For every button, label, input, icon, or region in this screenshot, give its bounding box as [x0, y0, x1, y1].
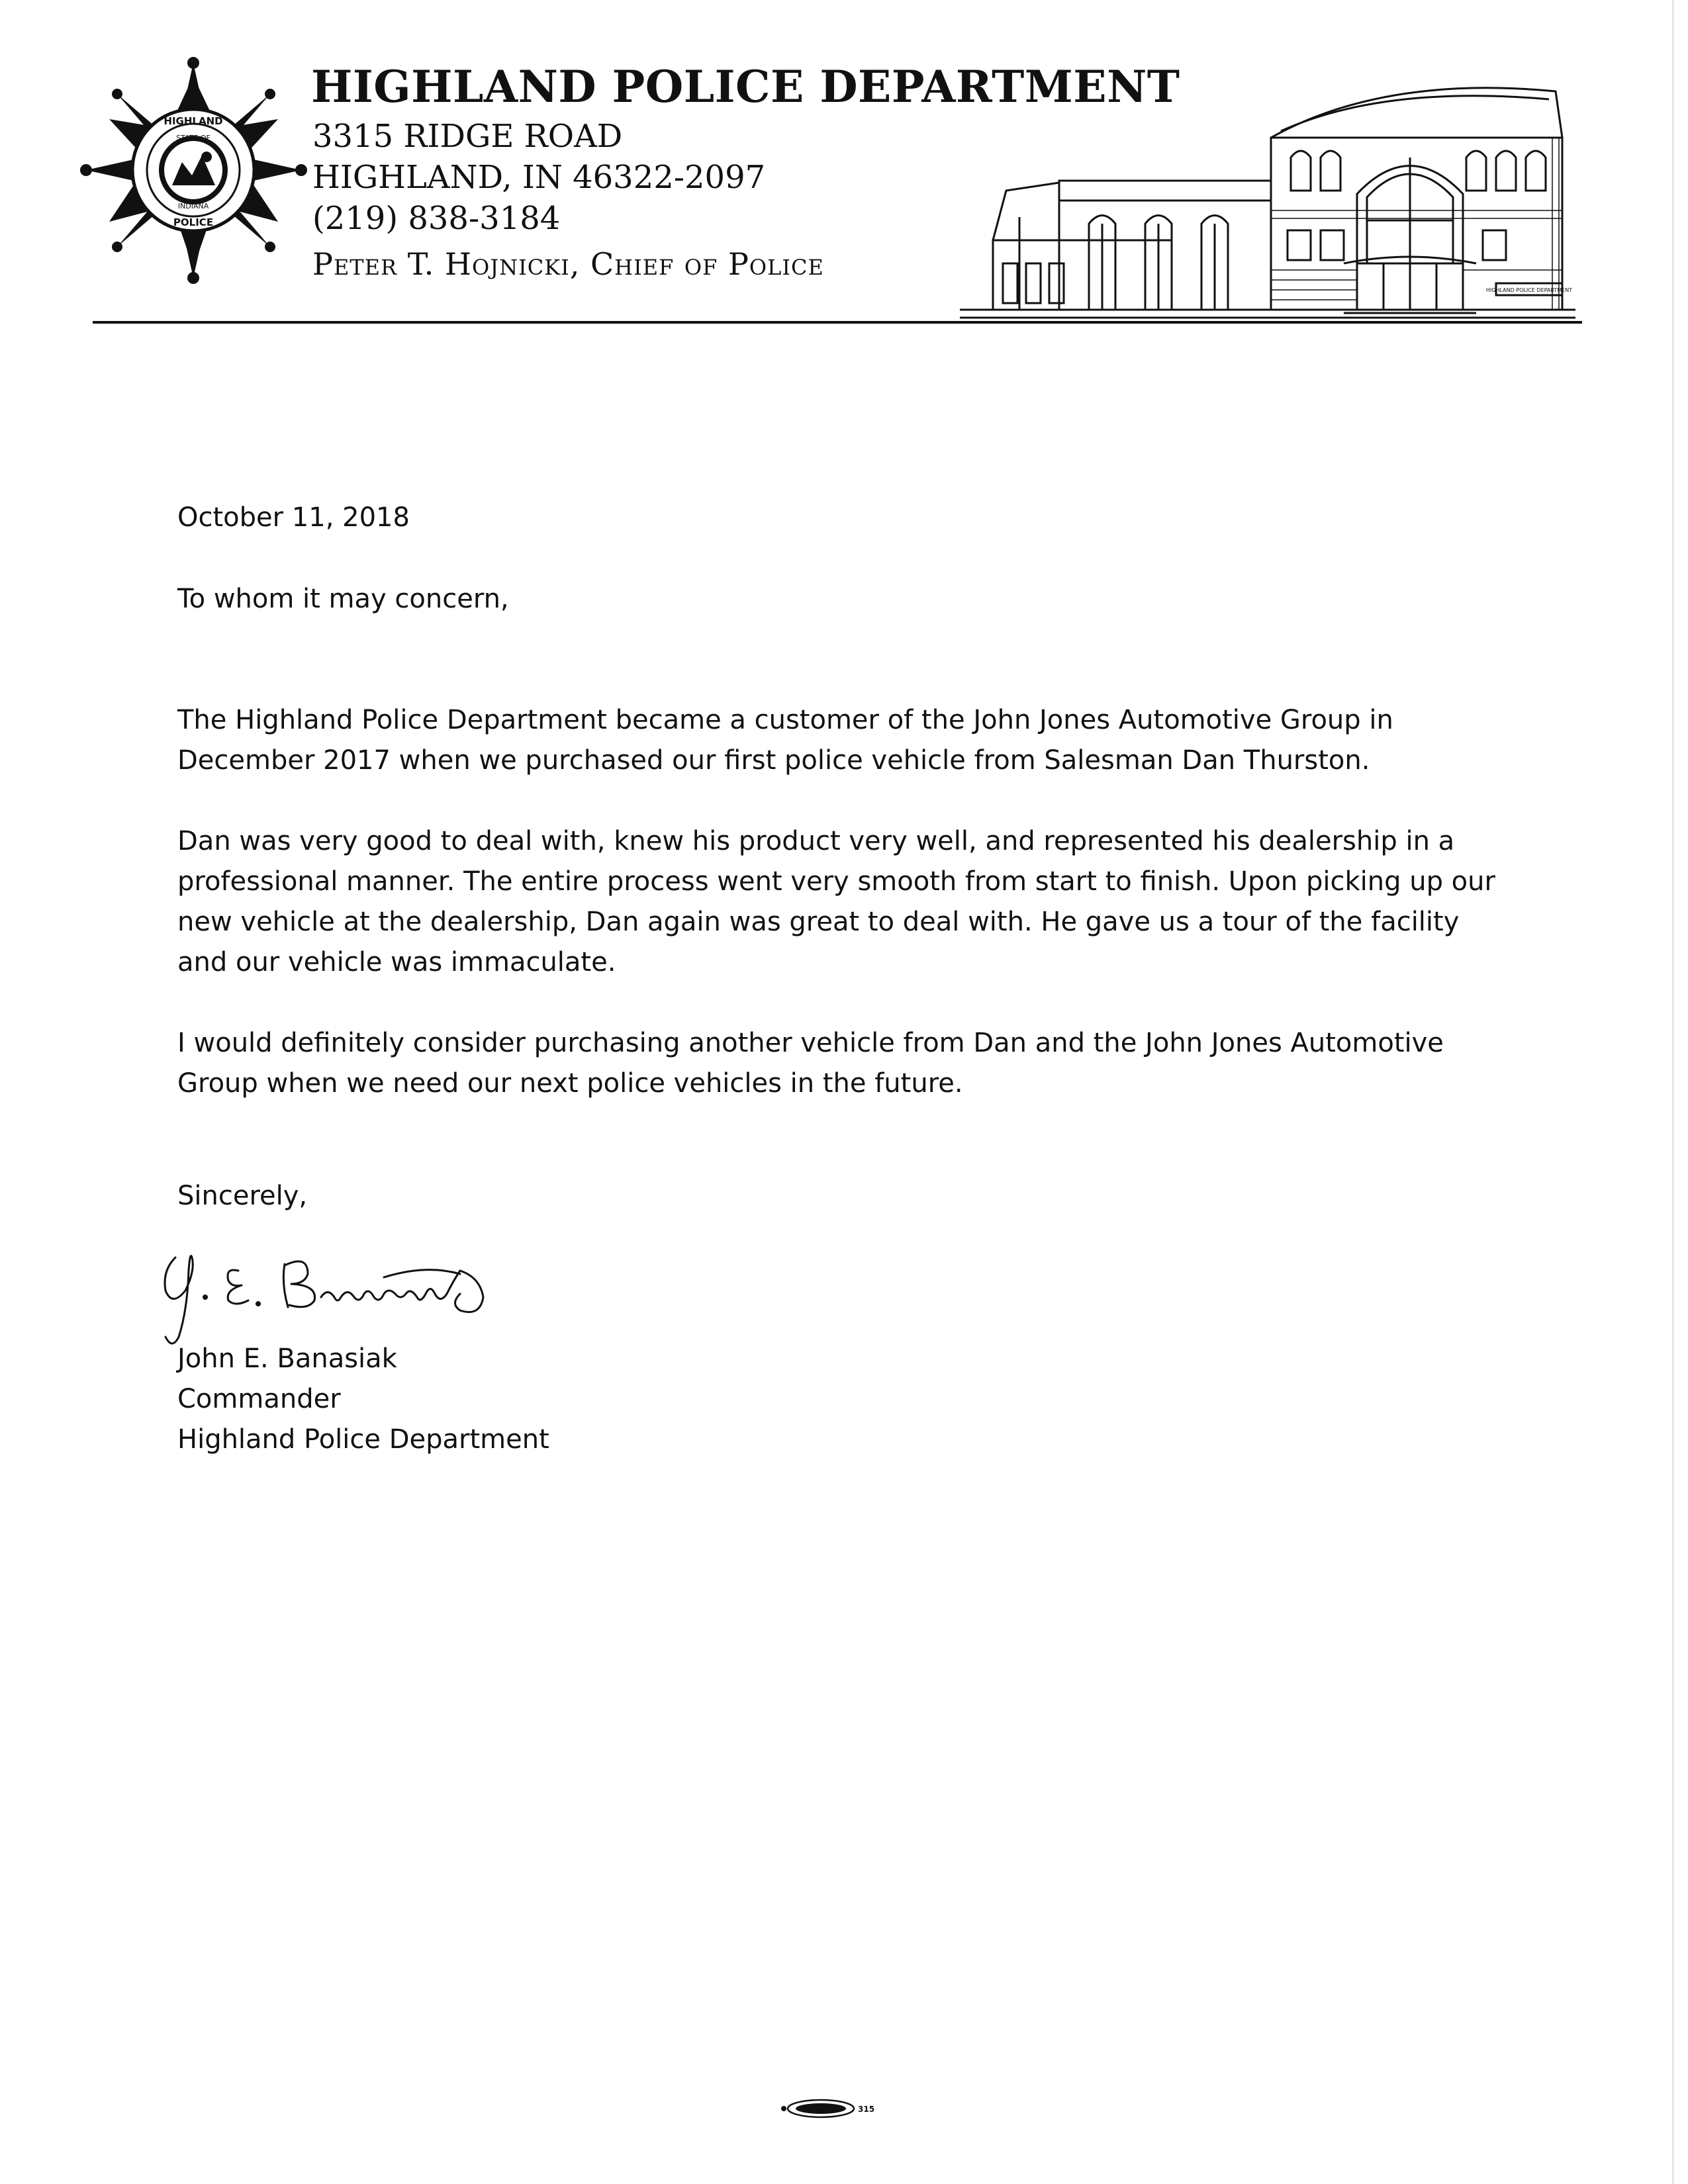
department-name: HIGHLAND POLICE DEPARTMENT	[311, 61, 1180, 113]
letter-paragraph-2: Dan was very good to deal with, knew his product very well, and represented his dealership in a professional manner. The entire process went very smooth from start to finish. Upon picking up our new vehicle at the dealership, Dan again was great to deal with. He gave us a tour of the facility and our vehicle was immaculate.	[177, 826, 1495, 978]
phone-number: (219) 838-3184	[312, 200, 561, 237]
union-print-mark-icon	[780, 2097, 886, 2120]
badge-indiana-text: INDIANA	[177, 202, 209, 210]
signature-block	[177, 1339, 549, 1460]
letter-paragraph-1: The Highland Police Department became a customer of the John Jones Automotive Group in December 2017 when we purchased our first police vehicle from Salesman Dan Thurston.	[177, 705, 1393, 776]
letterhead-divider	[93, 321, 1582, 324]
building-sign-text: HIGHLAND POLICE DEPARTMENT	[1485, 287, 1573, 293]
signer-organization: Highland Police Department	[177, 1424, 549, 1455]
chief-of-police: Peter T. Hojnicki, Chief of Police	[312, 246, 824, 282]
letterhead	[0, 0, 1688, 331]
scan-edge	[1672, 0, 1674, 2184]
letter-salutation: To whom it may concern,	[177, 584, 509, 614]
letter-paragraph-3: I would definitely consider purchasing another vehicle from Dan and the John Jones Automotive Group when we need our next police vehicles in the future.	[177, 1028, 1444, 1099]
signer-name: John E. Banasiak	[177, 1343, 397, 1374]
badge-bottom-text: POLICE	[173, 216, 214, 228]
union-bug-number: 315	[858, 2105, 875, 2114]
police-star-badge-icon	[79, 56, 308, 285]
badge-state-text: STATE OF	[176, 134, 211, 142]
police-building-illustration	[960, 65, 1575, 323]
signer-title: Commander	[177, 1384, 341, 1414]
letter-date: October 11, 2018	[177, 502, 410, 533]
address-street: 3315 RIDGE ROAD	[312, 118, 623, 155]
badge-top-text: HIGHLAND	[164, 115, 223, 127]
address-city-state-zip: HIGHLAND, IN 46322-2097	[312, 159, 766, 196]
letter-closing: Sincerely,	[177, 1181, 308, 1211]
handwritten-signature	[149, 1231, 546, 1350]
